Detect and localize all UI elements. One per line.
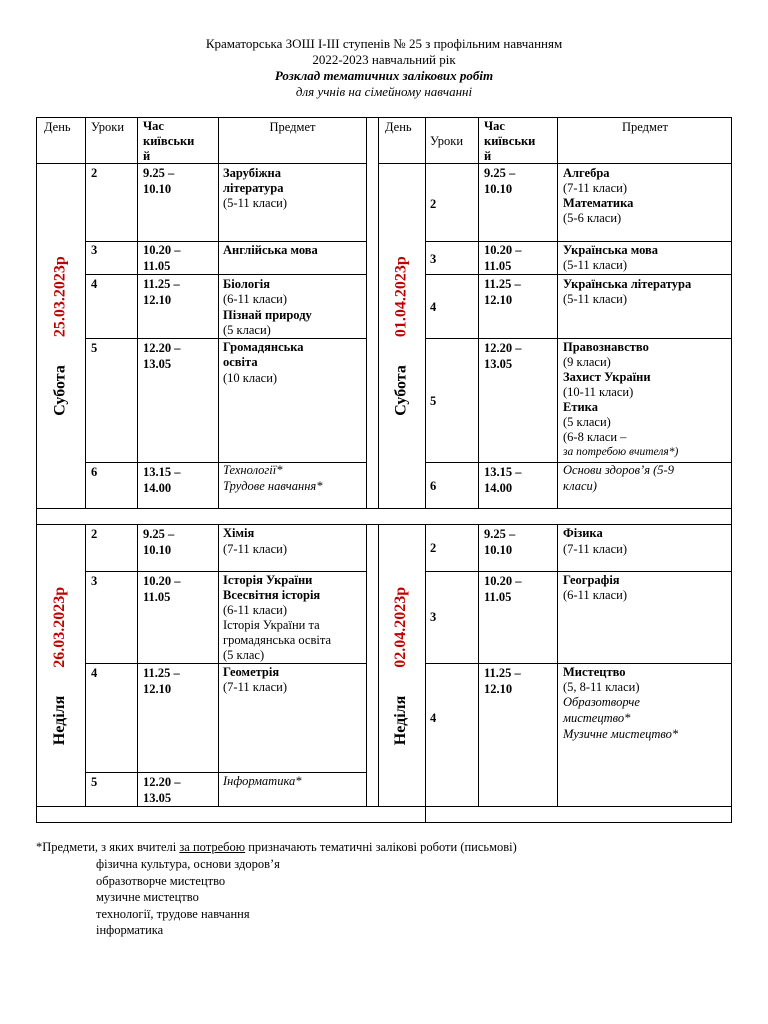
- time-start: 10.20 –: [484, 574, 522, 588]
- col-header-subject: Предмет: [269, 120, 316, 134]
- time-end: 11.05: [484, 259, 512, 273]
- lesson-number: 3: [430, 252, 437, 266]
- subject-optional: Образотворче: [563, 695, 640, 709]
- schedule-title: Розклад тематичних залікових робіт: [274, 68, 494, 83]
- subject: Фізика: [563, 526, 603, 540]
- time-end: 12.10: [484, 293, 513, 307]
- time-start: 9.25 –: [484, 166, 516, 180]
- subject-classes: Історія України та: [223, 618, 320, 632]
- subject: освіта: [223, 355, 258, 369]
- subject: Правознавство: [563, 340, 649, 354]
- subject-classes: (10 класи): [223, 371, 278, 385]
- day-date: 01.04.2023р: [392, 256, 410, 338]
- lesson-number: 2: [91, 527, 98, 541]
- schedule-subtitle: для учнів на сімейному навчанні: [295, 84, 473, 99]
- subject-classes: (6-11 класи): [223, 603, 287, 617]
- time-end: 12.10: [484, 682, 513, 696]
- lesson-number: 2: [430, 541, 437, 555]
- time-start: 10.20 –: [143, 243, 181, 257]
- time-end: 13.05: [484, 357, 513, 371]
- time-end: 14.00: [143, 481, 172, 495]
- school-title: Краматорська ЗОШ І-ІІІ ступенів № 25 з профільним навчанням: [205, 36, 563, 51]
- subject: Англійська мова: [223, 243, 318, 257]
- time-end: 11.05: [143, 259, 171, 273]
- subject-classes: (5-6 класи): [563, 211, 622, 225]
- subject-optional: Основи здоров’я (5-9: [563, 463, 674, 477]
- lesson-number: 4: [91, 666, 98, 680]
- lesson-number: 2: [91, 166, 98, 180]
- subject-classes: (5-11 класи): [223, 196, 287, 210]
- lesson-number: 2: [430, 197, 437, 211]
- subject: Мистецтво: [563, 665, 626, 679]
- time-end: 12.10: [143, 682, 172, 696]
- subject: Зарубіжна: [223, 166, 281, 180]
- subject-classes: (5-11 класи): [563, 258, 627, 272]
- time-start: 10.20 –: [484, 243, 522, 257]
- subject: Хімія: [223, 526, 255, 540]
- subject-classes: (7-11 класи): [223, 680, 287, 694]
- footnote-item: інформатика: [96, 923, 164, 937]
- lesson-number: 5: [91, 775, 98, 789]
- footnote-underlined: за потребою: [179, 840, 246, 854]
- subject-classes: (5-11 класи): [563, 292, 627, 306]
- time-end: 13.05: [143, 357, 172, 371]
- lesson-number: 3: [430, 610, 437, 624]
- subject: Українська мова: [563, 243, 659, 257]
- time-end: 12.10: [143, 293, 172, 307]
- col-header-lessons: Уроки: [91, 120, 125, 134]
- subject-classes: (7-11 класи): [563, 181, 627, 195]
- subject: Географія: [563, 573, 620, 587]
- subject-classes: (7-11 класи): [563, 542, 627, 556]
- time-start: 10.20 –: [143, 574, 181, 588]
- day-name: Неділя: [51, 695, 69, 745]
- lesson-number: 6: [430, 479, 437, 493]
- footnote-pre: *Предмети, з яких вчителі: [36, 840, 180, 854]
- footnote-post: призначають тематичні залікові роботи (письмові): [245, 840, 517, 854]
- time-end: 10.10: [484, 543, 513, 557]
- time-start: 12.20 –: [143, 341, 181, 355]
- footnote-item: образотворче мистецтво: [96, 874, 226, 888]
- time-start: 11.25 –: [484, 666, 521, 680]
- subject-optional: Технології*: [223, 463, 283, 477]
- subject: Етика: [563, 400, 598, 414]
- subject: Пізнай природу: [223, 308, 312, 322]
- time-start: 11.25 –: [484, 277, 521, 291]
- subject-classes: (7-11 класи): [223, 542, 287, 556]
- subject-note: за потребою вчителя*): [563, 446, 679, 458]
- day-date: 25.03.2023р: [51, 256, 69, 338]
- col-header-time-2-right: київськи: [484, 134, 536, 148]
- time-start: 13.15 –: [484, 465, 522, 479]
- subject-optional: мистецтво*: [563, 711, 631, 725]
- lesson-number: 6: [91, 465, 98, 479]
- day-date: 02.04.2023р: [392, 586, 410, 668]
- time-start: 13.15 –: [143, 465, 181, 479]
- subject: Українська література: [563, 277, 692, 291]
- subject: Громадянська: [223, 340, 304, 354]
- subject-classes: громадянська освіта: [223, 633, 332, 647]
- lesson-number: 4: [430, 300, 437, 314]
- time-start: 9.25 –: [484, 527, 516, 541]
- lesson-number: 4: [91, 277, 98, 291]
- col-header-subject-right: Предмет: [622, 120, 668, 134]
- day-label-saturday-2: [378, 164, 425, 508]
- subject-classes: (5 класи): [563, 415, 611, 429]
- subject-classes: (5, 8-11 класи): [563, 680, 640, 694]
- col-header-day-right: День: [385, 120, 412, 134]
- time-start: 11.25 –: [143, 666, 180, 680]
- lesson-number: 3: [91, 243, 98, 257]
- lesson-number: 5: [91, 341, 98, 355]
- col-header-time-3-right: й: [484, 149, 492, 163]
- subject-classes: (10-11 класи): [563, 385, 634, 399]
- subject-optional: Музичне мистецтво*: [563, 727, 679, 741]
- subject-classes: (6-11 класи): [223, 292, 287, 306]
- subject-classes: (9 класи): [563, 355, 611, 369]
- subject: Захист України: [563, 370, 651, 384]
- time-end: 10.10: [143, 182, 172, 196]
- subject: Геометрія: [223, 665, 280, 679]
- subject-optional: класи): [563, 479, 597, 493]
- lesson-number: 5: [430, 394, 437, 408]
- day-label-sunday-2: [378, 525, 425, 806]
- time-start: 9.25 –: [143, 166, 175, 180]
- time-end: 10.10: [143, 543, 172, 557]
- subject: Біологія: [223, 277, 270, 291]
- col-header-time-1-right: Час: [484, 119, 505, 133]
- subject: література: [223, 181, 284, 195]
- subject: Всесвітня історія: [223, 588, 321, 602]
- time-end: 14.00: [484, 481, 513, 495]
- subject-classes: (5 класи): [223, 323, 271, 337]
- day-name: Неділя: [392, 695, 410, 745]
- time-end: 11.05: [484, 590, 512, 604]
- footnote-item: фізична культура, основи здоров’я: [96, 857, 280, 871]
- subject-classes: (6-8 класи –: [563, 430, 627, 444]
- lesson-number: 4: [430, 711, 437, 725]
- col-header-time-3: й: [143, 149, 151, 163]
- time-end: 10.10: [484, 182, 513, 196]
- time-start: 11.25 –: [143, 277, 180, 291]
- subject: Алгебра: [563, 166, 610, 180]
- subject: Історія України: [223, 573, 313, 587]
- footnote-item: музичне мистецтво: [96, 890, 199, 904]
- time-start: 12.20 –: [143, 775, 181, 789]
- time-start: 9.25 –: [143, 527, 175, 541]
- academic-year: 2022-2023 навчальний рік: [312, 52, 456, 67]
- subject-optional: Трудове навчання*: [223, 479, 323, 493]
- day-date: 26.03.2023р: [51, 586, 69, 668]
- subject-classes: (6-11 класи): [563, 588, 627, 602]
- col-header-lessons-right: Уроки: [430, 134, 464, 148]
- col-header-time-1: Час: [143, 119, 164, 133]
- day-label-sunday-1: [36, 525, 85, 806]
- col-header-time-2: київськи: [143, 134, 195, 148]
- day-label-saturday-1: [36, 164, 85, 508]
- time-end: 13.05: [143, 791, 172, 805]
- subject-classes: (5 клас): [223, 648, 265, 662]
- subject-optional: Інформатика*: [223, 774, 302, 788]
- time-start: 12.20 –: [484, 341, 522, 355]
- col-header-day: День: [44, 120, 71, 134]
- subject: Математика: [563, 196, 634, 210]
- day-name: Субота: [51, 365, 69, 416]
- lesson-number: 3: [91, 574, 98, 588]
- footnote-item: технології, трудове навчання: [96, 907, 250, 921]
- time-end: 11.05: [143, 590, 171, 604]
- day-name: Субота: [392, 365, 410, 416]
- footnote-heading: [36, 839, 517, 856]
